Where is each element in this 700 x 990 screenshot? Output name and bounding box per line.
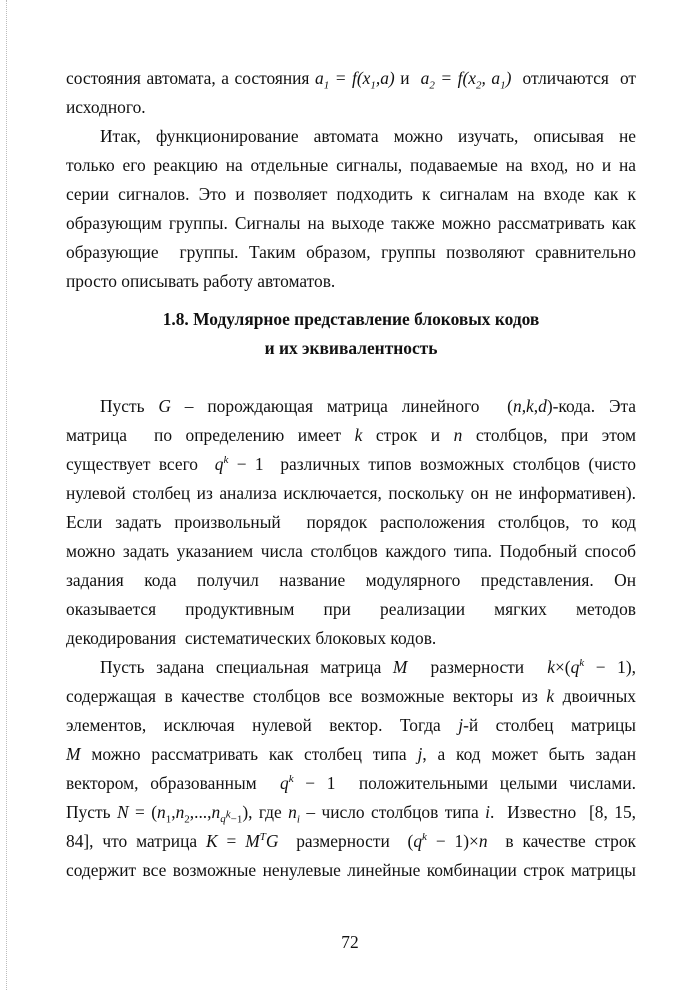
text-line: оказывается продуктивным при реализации мягких методов: [66, 599, 636, 619]
text-line: M можно рассматривать как столбец типа j, а код может быть задан: [66, 744, 637, 764]
text-line: вектором, образованным $q^k - 1$ положительными целыми числами.: [66, 773, 636, 793]
text-line: просто описывать работу автоматов.: [66, 271, 336, 291]
section-heading-line-2: и их эквивалентность: [264, 338, 438, 358]
text-line: исходного.: [66, 97, 146, 117]
text-line: Если задать произвольный порядок расположения столбцов, то код: [66, 512, 636, 532]
text-line: образующим группы. Сигналы на выходе также можно рассматривать как: [66, 213, 636, 233]
text-line: задания кода получил название модулярного представления. Он: [66, 570, 636, 590]
text-line: нулевой столбец из анализа исключается, поскольку он не информативен).: [66, 483, 636, 503]
text-line: только его реакцию на отдельные сигналы, подаваемые на вход, но и на: [66, 155, 636, 175]
text-line: элементов, исключая нулевой вектор. Тогда j-й столбец матрицы: [66, 715, 636, 735]
text-line: состояния автомата, а состояния $a_1 = f(x_1,a)$ и $a_2 = f(x_2$, $a_1$) отличаются от: [66, 68, 637, 92]
text-line: 84], что матрица $K = M^TG$ размерности $(q^k - 1)\times n$ в качестве строк: [66, 831, 636, 851]
text-line: Пусть $N = (n_1,n_2,...,n_{q^k-1})$, где $n_i$ – число столбцов типа i. Известно [8, 15,: [66, 802, 637, 826]
text-line: содержащая в качестве столбцов все возможные векторы из k двоичных: [66, 686, 636, 706]
text-line: Пусть G – порождающая матрица линейного (n,k,d)-кода. Эта: [100, 396, 636, 416]
page-edge-dotted-line: [6, 0, 7, 990]
page-number: 72: [341, 932, 359, 952]
text-line: декодирования систематических блоковых кодов.: [66, 628, 437, 648]
text-line: серии сигналов. Это и позволяет подходить к сигналам на входе как к: [66, 184, 636, 204]
text-line: можно задать указанием числа столбцов каждого типа. Подобный способ: [66, 541, 636, 561]
text-line: матрица по определению имеет k строк и n столбцов, при этом: [66, 425, 636, 445]
text-line: Пусть задана специальная матрица M размерности $k\times(q^k - 1)$,: [100, 657, 636, 677]
text-line: содержит все возможные ненулевые линейные комбинации строк матрицы: [66, 860, 636, 880]
text-line: Итак, функционирование автомата можно изучать, описывая не: [100, 126, 636, 146]
text-line: образующие группы. Таким образом, группы позволяют сравнительно: [66, 242, 636, 262]
section-heading-line-1: 1.8. Модулярное представление блоковых кодов: [162, 309, 540, 329]
text-line: существует всего $q^k - 1$ различных типов возможных столбцов (чисто: [66, 454, 636, 474]
